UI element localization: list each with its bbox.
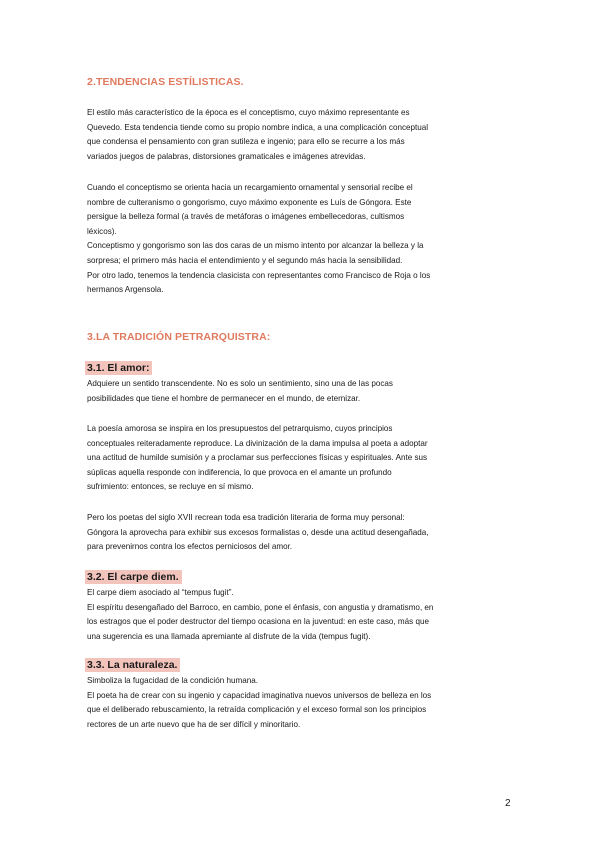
page-number: 2 — [505, 798, 511, 809]
subsection-3-2-paragraph-1: El carpe diem asociado al “tempus fugit”. El espíritu desengañado del Barroco, en cambio, pone el énfasis, con angustia y dramatismo, en los estragos que el poder destructor del tiempo ocasiona en la juventud: en este caso, más que una sugerencia es una llamada apremiante al disfrute de la vida (tempus fugit). — [87, 588, 434, 641]
subsection-3-1-heading: 3.1. El amor: — [85, 361, 152, 375]
section-3-heading: 3.LA TRADICIÓN PETRARQUISTRA: — [87, 331, 271, 343]
subsection-3-1-paragraph-3: Pero los poetas del siglo XVII recrean toda esa tradición literaria de forma muy personal: Góngora la aprovecha para exhibir sus excesos formalistas o, desde una actitud desengañada, para prevenirnos contra los efectos perniciosos del amor. — [87, 513, 429, 552]
subsection-3-3-paragraph-1: Simboliza la fugacidad de la condición humana. El poeta ha de crear con su ingenio y capacidad imaginativa nuevos universos de belleza en los que el deliberado rebuscamiento, la retraída complicación y el exceso formal son los principios rectores de un arte nuevo que ha de ser difícil y minoritario. — [87, 676, 432, 729]
subsection-3-1-paragraph-1: Adquiere un sentido transcendente. No es solo un sentimiento, sino una de las pocas posibilidades que tiene el hombre de permanecer en el mundo, de eternizar. — [87, 379, 393, 403]
subsection-3-2-heading: 3.2. El carpe diem. — [85, 570, 182, 584]
subsection-3-3-heading: 3.3. La naturaleza. — [85, 658, 180, 672]
section-2-heading: 2.TENDENCIAS ESTÍLISTICAS. — [87, 76, 244, 88]
section-2-paragraph-1: El estilo más característico de la época es el conceptismo, cuyo máximo representante es Quevedo. Esta tendencia tiende como su propio nombre indica, a una complicación conceptual que condensa el pensamiento con gran sutileza e ingenio; para ello se recurre a los más variados juegos de palabras, distorsiones gramaticales e imágenes atrevidas. — [87, 108, 429, 161]
section-2-paragraph-2: Cuando el conceptismo se orienta hacia un recargamiento ornamental y sensorial recibe el nombre de culteranismo o gongorismo, cuyo máximo exponente es Luís de Góngora. Este persigue la belleza formal (a través de metáforas o imágenes embellecedoras, cultismos léxicos). Conceptismo y gongorismo son las dos caras de un mismo intento por alcanzar la belleza y la sorpresa; el primero más hacia el entendimiento y el segundo más hacia la sensibilidad. Por otro lado, tenemos la tendencia clasicista con representantes como Francisco de Roja o los hermanos Argensola. — [87, 183, 431, 295]
subsection-3-1-paragraph-2: La poesía amorosa se inspira en los presupuestos del petrarquismo, cuyos principios conceptuales reiteradamente reproduce. La divinización de la dama impulsa al poeta a adoptar una actitud de humilde sumisión y a proclamar sus perfecciones físicas y espirituales. Ante sus súplicas aquella responde con indiferencia, lo que provoca en el amante un profundo sufrimiento: entonces, se recluye en sí mismo. — [87, 424, 428, 492]
